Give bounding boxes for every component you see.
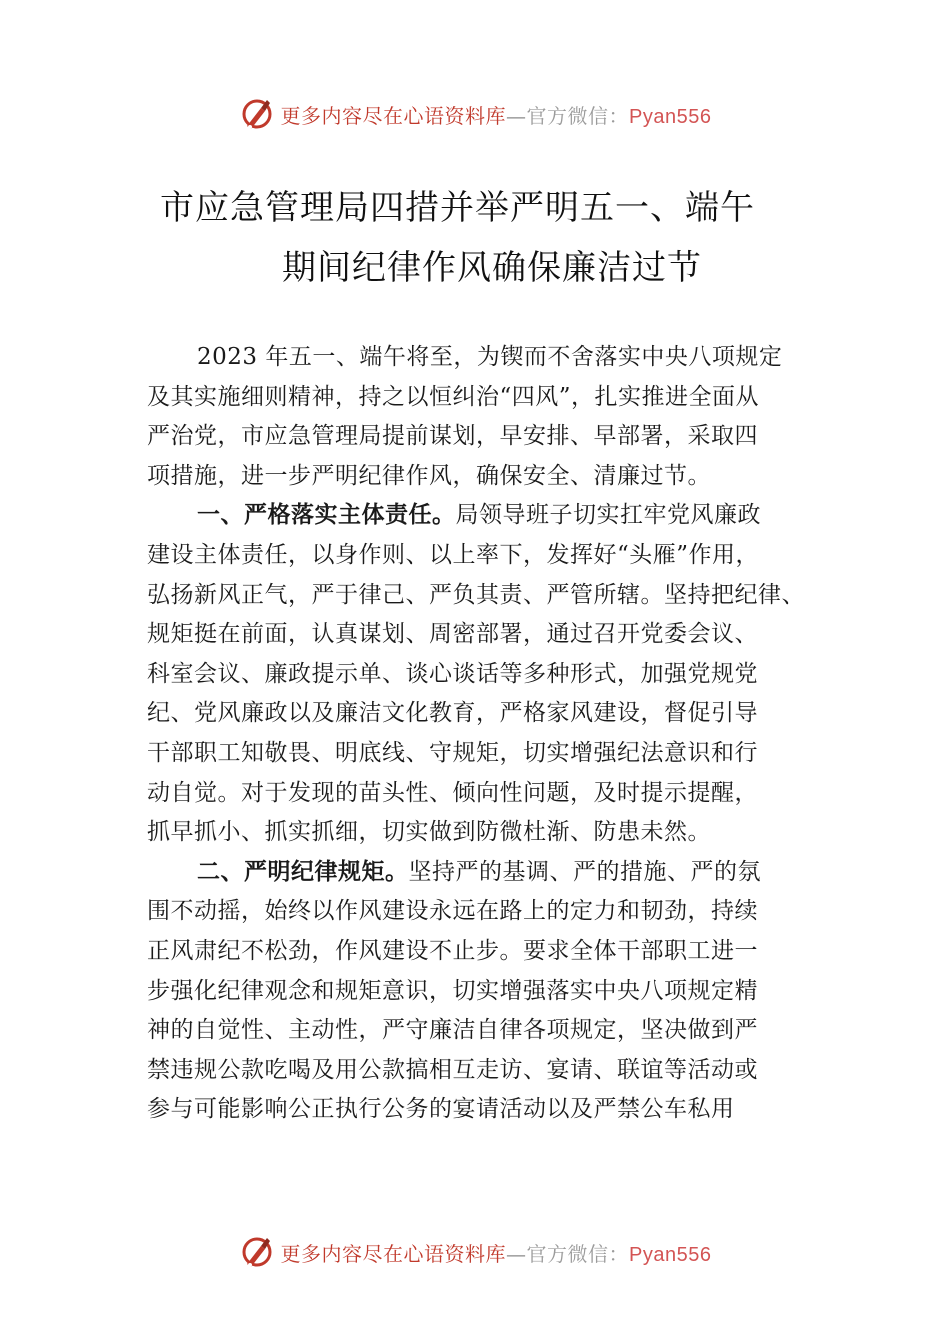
section2-first-text: 坚持严的基调、严的措施、严的氛 [408, 858, 761, 885]
section1-line: 干部职工知敬畏、明底线、守规矩，切实增强纪法意识和行 [147, 739, 758, 766]
header-watermark-banner [0, 94, 950, 134]
section1-line: 抓早抓小、抓实抓细，切实做到防微杜渐、防患未然。 [147, 819, 711, 846]
intro-line: 2023 年五一、端午将至，为锲而不舍落实中央八项规定 [197, 344, 783, 370]
section1-first-text: 局领导班子切实扛牢党风廉政 [455, 502, 761, 529]
section1-line: 纪、党风廉政以及廉洁文化教育，严格家风建设，督促引导 [147, 700, 758, 727]
section2-line: 神的自觉性、主动性，严守廉洁自律各项规定，坚决做到严 [147, 1017, 758, 1044]
section1-first-line [147, 496, 847, 536]
section2-line: 围不动摇，始终以作风建设永远在路上的定力和韧劲，持续 [147, 898, 758, 925]
section2-line: 正风肃纪不松劲，作风建设不止步。要求全体干部职工进一 [147, 937, 758, 964]
section2-line: 禁违规公款吃喝及用公款搞相互走访、宴请、联谊等活动或 [147, 1056, 758, 1083]
footer-watermark-banner [0, 1232, 950, 1272]
section1-line: 科室会议、廉政提示单、谈心谈话等多种形式，加强党规党 [147, 660, 758, 687]
section1-line: 建设主体责任，以身作则、以上率下，发挥好“头雁”作用， [147, 541, 760, 568]
section1-line: 规矩挺在前面，认真谋划、周密部署，通过召开党委会议、 [147, 621, 758, 648]
section2-line: 参与可能影响公正执行公务的宴请活动以及严禁公车私用 [147, 1096, 735, 1123]
intro-line: 项措施，进一步严明纪律作风，确保安全、清廉过节。 [147, 462, 711, 489]
intro-line: 及其实施细则精神，持之以恒纠治“四风”，扎实推进全面从 [147, 383, 760, 410]
section1-line: 弘扬新风正气，严于律己、严负其责、严管所辖。坚持把纪律、 [147, 581, 805, 608]
section2-first-line [147, 853, 847, 893]
section2-heading: 二、严明纪律规矩。 [197, 858, 409, 885]
document-body [147, 338, 847, 1130]
section2-line: 步强化纪律观念和规矩意识，切实增强落实中央八项规定精 [147, 977, 758, 1004]
banner-text: 更多内容尽在心语资料库—官方微信：Pyan556 [280, 1241, 712, 1266]
section1-heading: 一、严格落实主体责任。 [197, 502, 456, 529]
document-title-line-1: 市应急管理局四措并举严明五一、端午 [160, 188, 755, 228]
section1-line: 动自觉。对于发现的苗头性、倾向性问题，及时提示提醒， [147, 779, 758, 806]
banner-text: 更多内容尽在心语资料库—官方微信：Pyan556 [280, 103, 712, 128]
document-title-line-2: 期间纪律作风确保廉洁过节 [282, 248, 702, 288]
pen-logo-icon [239, 1234, 275, 1270]
pen-logo-icon [239, 96, 275, 132]
intro-line: 严治党，市应急管理局提前谋划，早安排、早部署，采取四 [147, 423, 758, 450]
